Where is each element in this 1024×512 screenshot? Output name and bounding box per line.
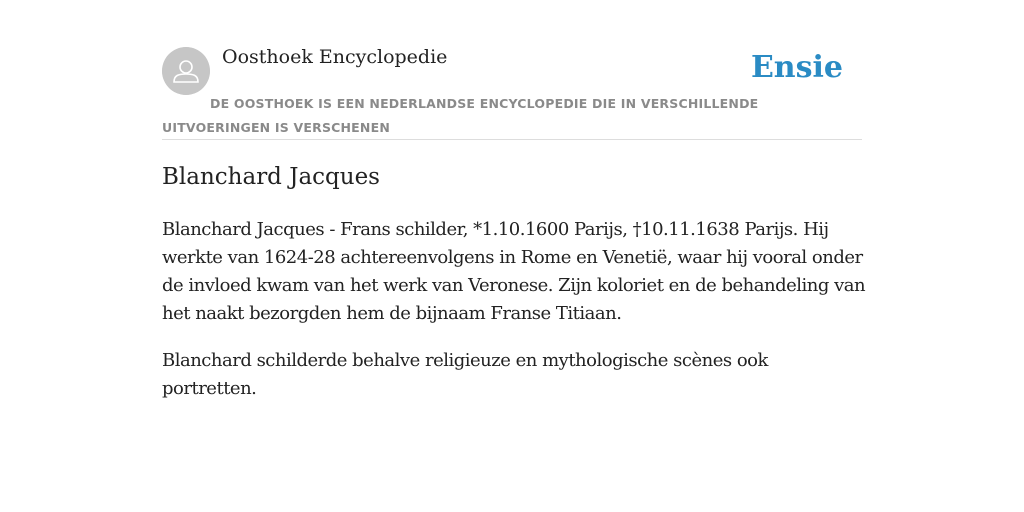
source-avatar[interactable]: [162, 47, 210, 95]
brand-logo[interactable]: Ensie: [750, 50, 843, 85]
source-title[interactable]: Oosthoek Encyclopedie: [222, 46, 448, 68]
article-paragraph: Blanchard schilderde behalve religieuze en mythologische scènes ook portretten.: [162, 350, 768, 399]
article-body: [162, 216, 867, 422]
source-header: [162, 46, 862, 140]
article-paragraph: Blanchard Jacques - Frans schilder, *1.10.1600 Parijs, †10.11.1638 Parijs. Hij werkte van 1624-28 achtereenvolgens in Rome en Venetië, waar hij vooral onder de invloed kwam van het werk van Veronese. Zijn koloriet en de behandeling van het naakt bezorgden hem de bijnaam Franse Titiaan.: [162, 219, 866, 324]
article-title: Blanchard Jacques: [162, 164, 380, 190]
user-icon: [162, 47, 210, 95]
source-description: DE OOSTHOEK IS EEN NEDERLANDSE ENCYCLOPEDIE DIE IN VERSCHILLENDE UITVOERINGEN IS VERSCHENEN: [162, 96, 759, 135]
